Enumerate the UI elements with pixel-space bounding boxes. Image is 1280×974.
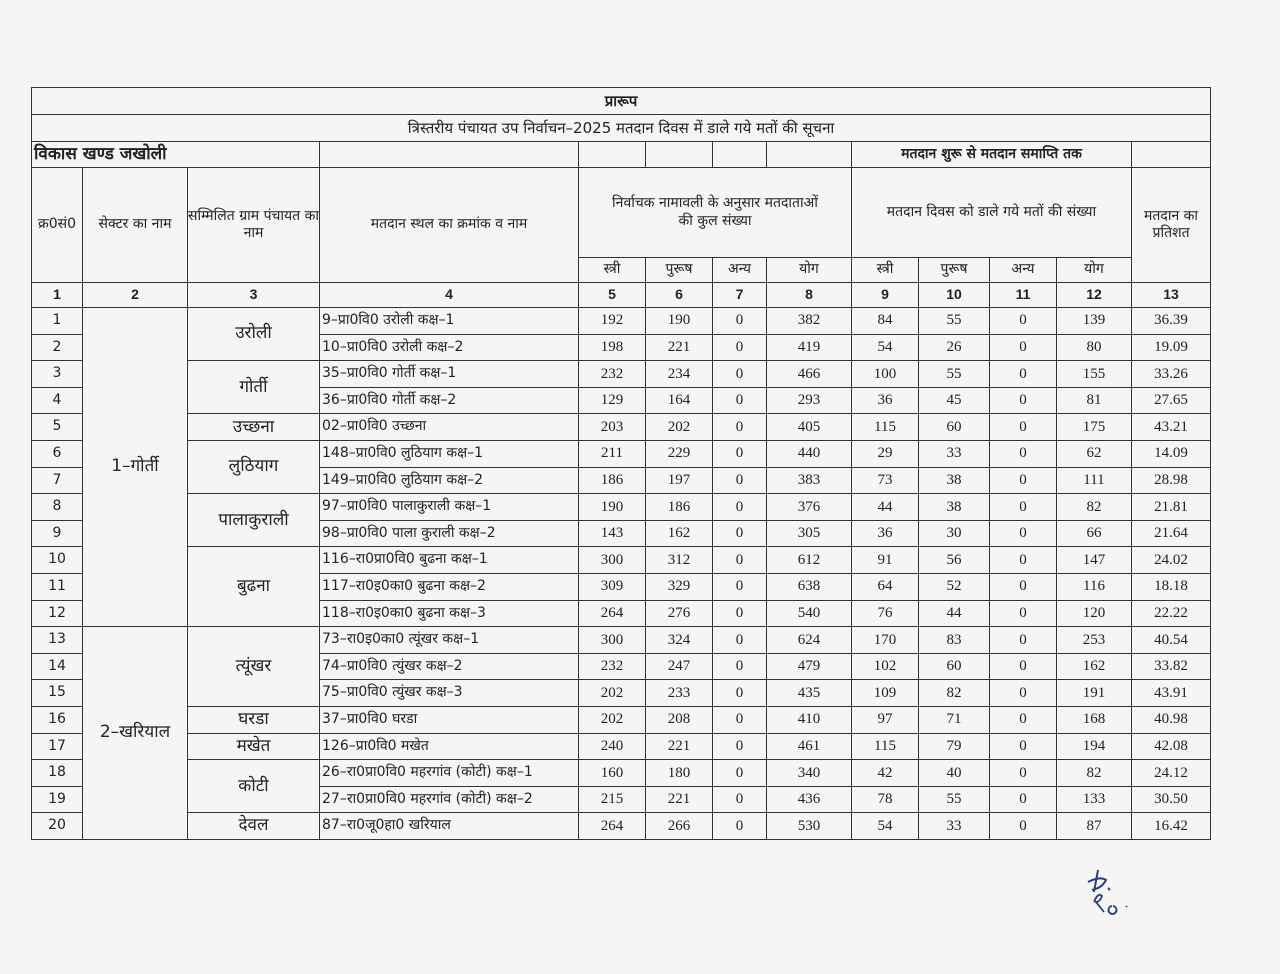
polling-station: 35–प्रा0वि0 गोर्ती कक्ष–1: [320, 361, 579, 388]
gram-panchayat-name: लुठियाग: [188, 440, 320, 493]
votes-male: 33: [919, 813, 990, 840]
electors-other: 0: [713, 680, 767, 707]
electors-male: 164: [646, 387, 713, 414]
header-electors-female: स्त्री: [579, 258, 646, 283]
blank-cell: [767, 142, 852, 168]
electors-other: 0: [713, 653, 767, 680]
serial-number: 11: [32, 573, 83, 600]
serial-number: 8: [32, 494, 83, 521]
sector-name: 2–खरियाल: [83, 627, 188, 840]
turnout-percent: 40.54: [1132, 627, 1211, 654]
serial-number: 1: [32, 308, 83, 335]
serial-number: 15: [32, 680, 83, 707]
header-sno: क्र0सं0: [32, 168, 83, 283]
electors-male: 312: [646, 547, 713, 574]
polling-station: 118–रा0इ0का0 बुढना कक्ष–3: [320, 600, 579, 627]
signature: [1080, 862, 1150, 922]
serial-number: 19: [32, 786, 83, 813]
gram-panchayat-name: त्यूंखर: [188, 627, 320, 707]
blank-cell: [713, 142, 767, 168]
votes-female: 115: [852, 733, 919, 760]
votes-female: 100: [852, 361, 919, 388]
table-row: [32, 494, 1211, 521]
header-gp: सम्मिलित ग्राम पंचायत का नाम: [188, 168, 320, 283]
turnout-percent: 36.39: [1132, 308, 1211, 335]
turnout-percent: 19.09: [1132, 334, 1211, 361]
turnout-percent: 22.22: [1132, 600, 1211, 627]
electors-male: 247: [646, 653, 713, 680]
electors-total: 461: [767, 733, 852, 760]
electors-total: 305: [767, 520, 852, 547]
votes-total: 120: [1057, 600, 1132, 627]
electors-other: 0: [713, 440, 767, 467]
turnout-percent: 33.82: [1132, 653, 1211, 680]
votes-other: 0: [990, 600, 1057, 627]
polling-station: 36–प्रा0वि0 गोर्ती कक्ष–2: [320, 387, 579, 414]
polling-station: 126–प्रा0वि0 मखेत: [320, 733, 579, 760]
blank-cell: [1132, 142, 1211, 168]
votes-female: 78: [852, 786, 919, 813]
votes-female: 97: [852, 706, 919, 733]
electors-total: 436: [767, 786, 852, 813]
votes-other: 0: [990, 308, 1057, 335]
blank-cell: [646, 142, 713, 168]
votes-other: 0: [990, 334, 1057, 361]
electors-male: 202: [646, 414, 713, 441]
votes-female: 36: [852, 520, 919, 547]
votes-other: 0: [990, 627, 1057, 654]
votes-total: 116: [1057, 573, 1132, 600]
polling-station: 9–प्रा0वि0 उरोली कक्ष–1: [320, 308, 579, 335]
header-votes-male: पुरूष: [919, 258, 990, 283]
turnout-percent: 16.42: [1132, 813, 1211, 840]
electors-total: 435: [767, 680, 852, 707]
votes-total: 62: [1057, 440, 1132, 467]
table-row: [32, 308, 1211, 335]
votes-female: 29: [852, 440, 919, 467]
serial-number: 14: [32, 653, 83, 680]
turnout-percent: 28.98: [1132, 467, 1211, 494]
electors-other: 0: [713, 813, 767, 840]
electors-other: 0: [713, 733, 767, 760]
votes-female: 54: [852, 813, 919, 840]
column-number: 13: [1132, 283, 1211, 308]
votes-total: 253: [1057, 627, 1132, 654]
polling-station: 02–प्रा0वि0 उच्छना: [320, 414, 579, 441]
gram-panchayat-name: गोर्ती: [188, 361, 320, 414]
electors-male: 186: [646, 494, 713, 521]
votes-other: 0: [990, 573, 1057, 600]
votes-male: 30: [919, 520, 990, 547]
votes-male: 79: [919, 733, 990, 760]
electors-female: 160: [579, 760, 646, 787]
electors-other: 0: [713, 600, 767, 627]
electors-total: 624: [767, 627, 852, 654]
votes-other: 0: [990, 361, 1057, 388]
column-number: 1: [32, 283, 83, 308]
electors-total: 440: [767, 440, 852, 467]
column-number: 9: [852, 283, 919, 308]
header-electors-other: अन्य: [713, 258, 767, 283]
votes-male: 38: [919, 467, 990, 494]
votes-male: 26: [919, 334, 990, 361]
turnout-percent: 43.21: [1132, 414, 1211, 441]
table-row: [32, 627, 1211, 654]
electors-other: 0: [713, 547, 767, 574]
column-number: 11: [990, 283, 1057, 308]
electors-female: 203: [579, 414, 646, 441]
votes-total: 162: [1057, 653, 1132, 680]
votes-other: 0: [990, 680, 1057, 707]
polling-station: 74–प्रा0वि0 त्युंखर कक्ष–2: [320, 653, 579, 680]
votes-total: 139: [1057, 308, 1132, 335]
turnout-percent: 24.02: [1132, 547, 1211, 574]
period-header: मतदान शुरू से मतदान समाप्ति तक: [852, 142, 1132, 168]
electors-male: 233: [646, 680, 713, 707]
table-row: [32, 733, 1211, 760]
votes-total: 191: [1057, 680, 1132, 707]
votes-total: 147: [1057, 547, 1132, 574]
votes-total: 168: [1057, 706, 1132, 733]
votes-total: 155: [1057, 361, 1132, 388]
electors-male: 180: [646, 760, 713, 787]
polling-station: 98–प्रा0वि0 पाला कुराली कक्ष–2: [320, 520, 579, 547]
polling-station: 149–प्रा0वि0 लुठियाग कक्ष–2: [320, 467, 579, 494]
votes-female: 73: [852, 467, 919, 494]
votes-total: 82: [1057, 760, 1132, 787]
gram-panchayat-name: उच्छना: [188, 414, 320, 441]
electors-total: 638: [767, 573, 852, 600]
votes-female: 115: [852, 414, 919, 441]
turnout-percent: 21.81: [1132, 494, 1211, 521]
serial-number: 13: [32, 627, 83, 654]
electors-total: 466: [767, 361, 852, 388]
polling-station: 10–प्रा0वि0 उरोली कक्ष–2: [320, 334, 579, 361]
electors-male: 197: [646, 467, 713, 494]
votes-male: 83: [919, 627, 990, 654]
table-row: [32, 361, 1211, 388]
votes-total: 66: [1057, 520, 1132, 547]
turnout-percent: 43.91: [1132, 680, 1211, 707]
electors-other: 0: [713, 786, 767, 813]
polling-station: 27–रा0प्रा0वि0 महरगांव (कोटी) कक्ष–2: [320, 786, 579, 813]
votes-other: 0: [990, 414, 1057, 441]
electors-female: 300: [579, 627, 646, 654]
votes-total: 175: [1057, 414, 1132, 441]
electors-female: 129: [579, 387, 646, 414]
gram-panchayat-name: बुढना: [188, 547, 320, 627]
electors-other: 0: [713, 308, 767, 335]
electors-female: 198: [579, 334, 646, 361]
votes-other: 0: [990, 387, 1057, 414]
serial-number: 5: [32, 414, 83, 441]
votes-female: 91: [852, 547, 919, 574]
serial-number: 3: [32, 361, 83, 388]
electors-male: 234: [646, 361, 713, 388]
electors-male: 329: [646, 573, 713, 600]
gram-panchayat-name: मखेत: [188, 733, 320, 760]
electors-female: 211: [579, 440, 646, 467]
electors-female: 240: [579, 733, 646, 760]
votes-other: 0: [990, 653, 1057, 680]
table-row: [32, 547, 1211, 574]
polling-station: 26–रा0प्रा0वि0 महरगांव (कोटी) कक्ष–1: [320, 760, 579, 787]
serial-number: 7: [32, 467, 83, 494]
header-votes: मतदान दिवस को डाले गये मतों की संख्या: [852, 168, 1132, 258]
column-number: 10: [919, 283, 990, 308]
votes-female: 36: [852, 387, 919, 414]
column-number: 3: [188, 283, 320, 308]
form-title: प्रारूप: [32, 88, 1211, 115]
column-number: 6: [646, 283, 713, 308]
electors-other: 0: [713, 414, 767, 441]
serial-number: 9: [32, 520, 83, 547]
votes-total: 82: [1057, 494, 1132, 521]
votes-other: 0: [990, 547, 1057, 574]
polling-station: 116–रा0प्रा0वि0 बुढना कक्ष–1: [320, 547, 579, 574]
table-row: [32, 706, 1211, 733]
votes-male: 71: [919, 706, 990, 733]
electors-other: 0: [713, 760, 767, 787]
votes-total: 80: [1057, 334, 1132, 361]
votes-male: 45: [919, 387, 990, 414]
votes-male: 55: [919, 308, 990, 335]
electors-female: 264: [579, 813, 646, 840]
serial-number: 16: [32, 706, 83, 733]
turnout-percent: 24.12: [1132, 760, 1211, 787]
electors-total: 382: [767, 308, 852, 335]
electors-total: 612: [767, 547, 852, 574]
turnout-percent: 40.98: [1132, 706, 1211, 733]
electors-male: 162: [646, 520, 713, 547]
column-number: 2: [83, 283, 188, 308]
votes-other: 0: [990, 786, 1057, 813]
electors-male: 221: [646, 733, 713, 760]
votes-male: 56: [919, 547, 990, 574]
votes-male: 38: [919, 494, 990, 521]
gram-panchayat-name: देवल: [188, 813, 320, 840]
turnout-percent: 30.50: [1132, 786, 1211, 813]
block-name: विकास खण्ड जखोली: [32, 142, 320, 168]
votes-female: 54: [852, 334, 919, 361]
electors-female: 309: [579, 573, 646, 600]
polling-station: 97–प्रा0वि0 पालाकुराली कक्ष–1: [320, 494, 579, 521]
votes-male: 52: [919, 573, 990, 600]
column-number: 4: [320, 283, 579, 308]
electors-female: 264: [579, 600, 646, 627]
electors-female: 190: [579, 494, 646, 521]
electors-female: 202: [579, 706, 646, 733]
sector-name: 1–गोर्ती: [83, 308, 188, 627]
electors-total: 405: [767, 414, 852, 441]
votes-male: 60: [919, 414, 990, 441]
header-percent: मतदान का प्रतिशत: [1132, 168, 1211, 283]
electors-male: 221: [646, 786, 713, 813]
electors-male: 190: [646, 308, 713, 335]
electors-other: 0: [713, 387, 767, 414]
votes-other: 0: [990, 760, 1057, 787]
header-electors-male: पुरूष: [646, 258, 713, 283]
electors-total: 410: [767, 706, 852, 733]
electors-total: 540: [767, 600, 852, 627]
votes-female: 44: [852, 494, 919, 521]
electors-other: 0: [713, 520, 767, 547]
polling-station: 75–प्रा0वि0 त्युंखर कक्ष–3: [320, 680, 579, 707]
votes-female: 102: [852, 653, 919, 680]
serial-number: 12: [32, 600, 83, 627]
gram-panchayat-name: घरडा: [188, 706, 320, 733]
header-electors-total: योग: [767, 258, 852, 283]
electors-other: 0: [713, 361, 767, 388]
serial-number: 17: [32, 733, 83, 760]
serial-number: 6: [32, 440, 83, 467]
table-row: [32, 414, 1211, 441]
polling-station: 73–रा0इ0का0 त्यूंखर कक्ष–1: [320, 627, 579, 654]
table-row: [32, 440, 1211, 467]
turnout-percent: 33.26: [1132, 361, 1211, 388]
electors-other: 0: [713, 706, 767, 733]
table-row: [32, 813, 1211, 840]
electors-total: 383: [767, 467, 852, 494]
header-station: मतदान स्थल का क्रमांक व नाम: [320, 168, 579, 283]
votes-female: 76: [852, 600, 919, 627]
serial-number: 20: [32, 813, 83, 840]
electors-total: 293: [767, 387, 852, 414]
votes-male: 55: [919, 786, 990, 813]
votes-male: 60: [919, 653, 990, 680]
electors-total: 479: [767, 653, 852, 680]
votes-other: 0: [990, 813, 1057, 840]
polling-station: 37–प्रा0वि0 घरडा: [320, 706, 579, 733]
electors-other: 0: [713, 494, 767, 521]
column-number: 12: [1057, 283, 1132, 308]
gram-panchayat-name: उरोली: [188, 308, 320, 361]
votes-other: 0: [990, 733, 1057, 760]
electors-other: 0: [713, 334, 767, 361]
electors-female: 232: [579, 361, 646, 388]
electors-female: 202: [579, 680, 646, 707]
votes-female: 170: [852, 627, 919, 654]
electors-other: 0: [713, 573, 767, 600]
votes-total: 87: [1057, 813, 1132, 840]
blank-cell: [320, 142, 579, 168]
votes-male: 44: [919, 600, 990, 627]
votes-female: 109: [852, 680, 919, 707]
voting-report-table: [31, 87, 1211, 840]
serial-number: 10: [32, 547, 83, 574]
electors-male: 276: [646, 600, 713, 627]
turnout-percent: 27.65: [1132, 387, 1211, 414]
electors-male: 221: [646, 334, 713, 361]
turnout-percent: 42.08: [1132, 733, 1211, 760]
votes-male: 55: [919, 361, 990, 388]
votes-male: 40: [919, 760, 990, 787]
polling-station: 148–प्रा0वि0 लुठियाग कक्ष–1: [320, 440, 579, 467]
report-subtitle: त्रिस्तरीय पंचायत उप निर्वाचन–2025 मतदान दिवस में डाले गये मतों की सूचना: [32, 115, 1211, 142]
header-votes-other: अन्य: [990, 258, 1057, 283]
votes-total: 81: [1057, 387, 1132, 414]
column-number: 7: [713, 283, 767, 308]
electors-other: 0: [713, 467, 767, 494]
votes-total: 133: [1057, 786, 1132, 813]
votes-male: 33: [919, 440, 990, 467]
votes-other: 0: [990, 467, 1057, 494]
votes-total: 111: [1057, 467, 1132, 494]
header-votes-total: योग: [1057, 258, 1132, 283]
votes-other: 0: [990, 520, 1057, 547]
electors-male: 266: [646, 813, 713, 840]
electors-female: 143: [579, 520, 646, 547]
column-number: 8: [767, 283, 852, 308]
votes-other: 0: [990, 706, 1057, 733]
votes-other: 0: [990, 494, 1057, 521]
header-electors: निर्वाचक नामावली के अनुसार मतदाताओं की कुल संख्या: [579, 168, 852, 258]
electors-total: 419: [767, 334, 852, 361]
turnout-percent: 14.09: [1132, 440, 1211, 467]
table-row: [32, 760, 1211, 787]
electors-female: 192: [579, 308, 646, 335]
gram-panchayat-name: पालाकुराली: [188, 494, 320, 547]
electors-female: 232: [579, 653, 646, 680]
votes-female: 84: [852, 308, 919, 335]
votes-female: 64: [852, 573, 919, 600]
electors-total: 530: [767, 813, 852, 840]
electors-male: 229: [646, 440, 713, 467]
electors-female: 186: [579, 467, 646, 494]
polling-station: 117–रा0इ0का0 बुढना कक्ष–2: [320, 573, 579, 600]
serial-number: 18: [32, 760, 83, 787]
votes-other: 0: [990, 440, 1057, 467]
serial-number: 4: [32, 387, 83, 414]
electors-total: 376: [767, 494, 852, 521]
electors-female: 215: [579, 786, 646, 813]
turnout-percent: 21.64: [1132, 520, 1211, 547]
votes-female: 42: [852, 760, 919, 787]
electors-female: 300: [579, 547, 646, 574]
turnout-percent: 18.18: [1132, 573, 1211, 600]
votes-total: 194: [1057, 733, 1132, 760]
serial-number: 2: [32, 334, 83, 361]
electors-male: 208: [646, 706, 713, 733]
header-sector: सेक्टर का नाम: [83, 168, 188, 283]
column-number: 5: [579, 283, 646, 308]
polling-station: 87–रा0जू0हा0 खरियाल: [320, 813, 579, 840]
blank-cell: [579, 142, 646, 168]
electors-male: 324: [646, 627, 713, 654]
electors-other: 0: [713, 627, 767, 654]
gram-panchayat-name: कोटी: [188, 760, 320, 813]
votes-male: 82: [919, 680, 990, 707]
header-votes-female: स्त्री: [852, 258, 919, 283]
electors-total: 340: [767, 760, 852, 787]
